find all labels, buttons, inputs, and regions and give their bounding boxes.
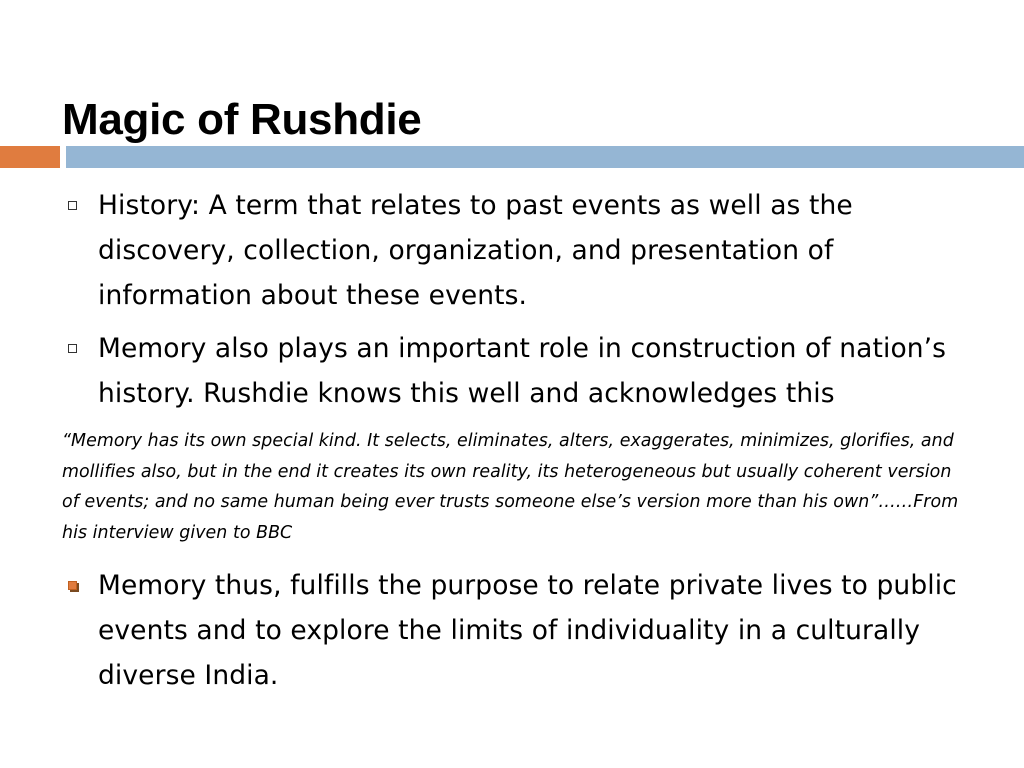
slide-title: Magic of Rushdie — [62, 95, 422, 144]
hollow-square-icon — [68, 326, 82, 371]
accent-bar-orange — [0, 146, 60, 168]
bullet-text: Memory thus, fulfills the purpose to relate private lives to public events and to explore the limits of individuality in a culturally diverse India. — [98, 569, 957, 691]
bullet-item-memory-purpose — [0, 563, 1024, 698]
shadowed-square-icon — [68, 563, 82, 608]
quote-text: “Memory has its own special kind. It selects, eliminates, alters, exaggerates, minimizes, glorifies, and mollifies also, but in the end it creates its own reality, its heterogeneous but usually coherent version of events; and no same human being ever trusts someone else’s version more than his own”……From his interview given to BBC — [62, 431, 959, 544]
accent-bar-blue — [66, 146, 1024, 168]
bullet-text: Memory also plays an important role in construction of nation’s history. Rushdie knows this well and acknowledges this — [98, 333, 947, 409]
bullet-item-history — [0, 183, 1024, 318]
hollow-square-icon — [68, 183, 82, 228]
bullet-item-memory — [0, 326, 1024, 416]
slide-content — [0, 183, 1024, 698]
bullet-text: History: A term that relates to past events as well as the discovery, collection, organization, and presentation of information about these events. — [98, 190, 853, 311]
